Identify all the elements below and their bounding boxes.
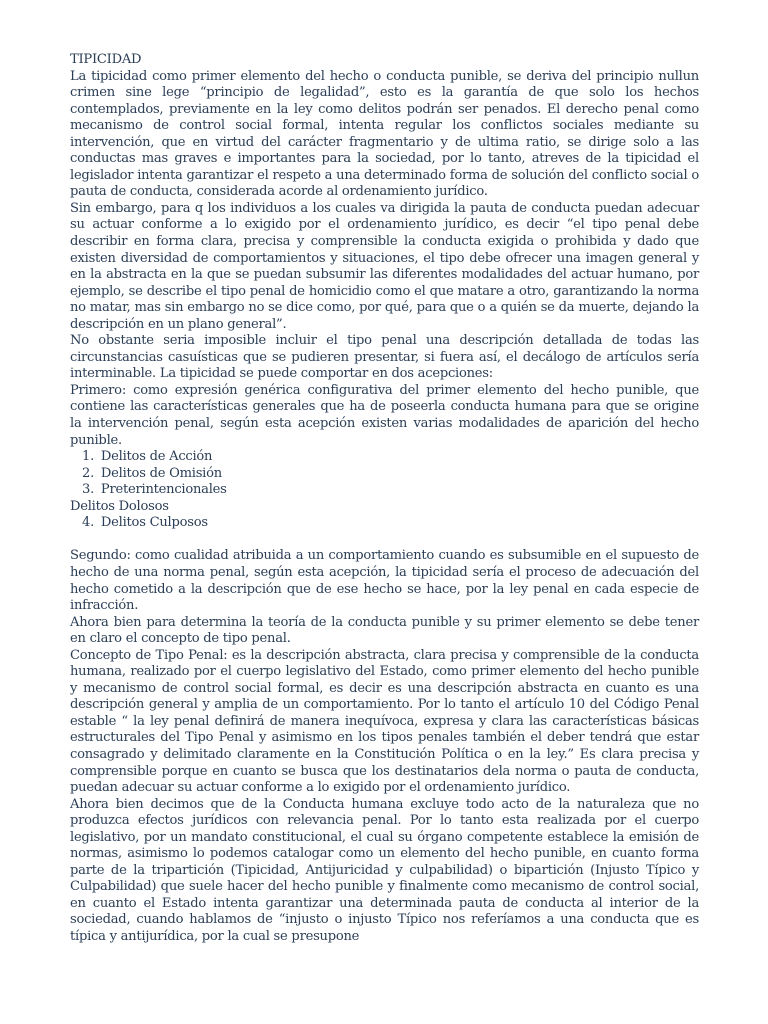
- blank-line: [70, 532, 699, 549]
- paragraph-ahora-bien-teoria: Ahora bien para determina la teoría de la conducta punible y su primer elemento se debe tener en claro el concepto de tipo penal.: [70, 614, 699, 647]
- list-item-number: 4.: [82, 515, 94, 531]
- paragraph-segundo: Segundo: como cualidad atribuida a un comportamiento cuando es subsumible en el supuesto de hecho de una norma penal, según esta acepción, la tipicidad sería el proceso de adecuación del hecho cometido a la descripción que de ese hecho se hace, por la ley penal en cada especie de infracción.: [70, 548, 699, 614]
- delitos-list-continued: [70, 515, 699, 532]
- list-item-text: Delitos de Omisión: [100, 465, 222, 481]
- paragraph-primero: Primero: como expresión genérica configurativa del primer elemento del hecho punible, que contiene las características generales que ha de poseerla conducta humana para que se origine la intervención penal, según esta acepción existen varias modalidades de aparición del hecho punible.: [70, 382, 699, 448]
- list-item: [70, 482, 699, 499]
- list-item-number: 3.: [82, 482, 94, 498]
- paragraph-concepto-tipo-penal: Concepto de Tipo Penal: es la descripción abstracta, clara precisa y comprensible de la conducta humana, realizado por el cuerpo legislativo del Estado, como primer elemento del hecho punible y mecanismo de control social formal, es decir es una descripción abstracta en cuanto es una descripción general y amplia de un comportamiento. Por lo tanto el artículo 10 del Código Penal estable “ la ley penal definirá de manera inequívoca, expresa y clara las características básicas estructurales del Tipo Penal y asimismo en los tipos penales también el deber tendrá que estar consagrado y delimitado claramente en la Constitución Política o en la ley.” Es clara precisa y comprensible porque en cuanto se busca que los destinatarios dela norma o pauta de conducta, puedan adecuar su actuar conforme a lo exigido por el ordenamiento jurídico.: [70, 647, 699, 796]
- list-item: [70, 515, 699, 532]
- delitos-dolosos-line: Delitos Dolosos: [70, 498, 169, 514]
- paragraph-sin-embargo: Sin embargo, para q los individuos a los cuales va dirigida la pauta de conducta puedan adecuar su actuar conforme a lo exigido por el ordenamiento jurídico, es decir “el tipo penal debe describir en forma clara, precisa y comprensible la conducta exigida o prohibida y dado que existen diversidad de comportamientos y situaciones, el tipo debe ofrecer una imagen general y en la abstracta en la que se puedan subsumir las diferentes modalidades del actuar humano, por ejemplo, se describe el tipo penal de homicidio como el que matare a otro, garantizando la norma no matar, mas sin embargo no se dice como, por qué, para que o a quién se da muerte, dejando la descripción en un plano general”.: [70, 200, 699, 332]
- document-title: TIPICIDAD: [70, 52, 142, 67]
- list-item: [70, 466, 699, 483]
- list-item-text: Delitos Culposos: [100, 515, 208, 531]
- document-page: [70, 52, 699, 946]
- list-item-number: 2.: [82, 465, 94, 481]
- list-item: [70, 449, 699, 466]
- paragraph-no-obstante: No obstante seria imposible incluir el tipo penal una descripción detallada de todas las circunstancias casuísticas que se pudieren presentar, si fuera así, el decálogo de artículos sería interminable. La tipicidad se puede comportar en dos acepciones:: [70, 333, 699, 382]
- paragraph-intro: La tipicidad como primer elemento del hecho o conducta punible, se deriva del principio nullun crimen sine lege “principio de legalidad”, esto es la garantía de que solo los hechos contemplados, previamente en la ley como delitos podrán ser penados. El derecho penal como mecanismo de control social formal, intenta regular los conflictos sociales mediante su intervención, que en virtud del carácter fragmentario y de ultima ratio, se dirige solo a las conductas mas graves e importantes para la sociedad, por lo tanto, atreves de la tipicidad el legislador intenta garantizar el respeto a una determinado forma de solución del conflicto social o pauta de conducta, considerada acorde al ordenamiento jurídico.: [70, 68, 699, 200]
- paragraph-conducta-humana: Ahora bien decimos que de la Conducta humana excluye todo acto de la naturaleza que no produzca efectos jurídicos con relevancia penal. Por lo tanto esta realizada por el cuerpo legislativo, por un mandato constitucional, el cual su órgano competente establece la emisión de normas, asimismo lo podemos catalogar como un elemento del hecho punible, en cuanto forma parte de la tripartición (Tipicidad, Antijuricidad y culpabilidad) o bipartición (Injusto Típico y Culpabilidad) que suele hacer del hecho punible y finalmente como mecanismo de control social, en cuanto el Estado intenta garantizar una determinada pauta de conducta al interior de la sociedad, cuando hablamos de “injusto o injusto Típico nos referíamos a una conducta que es típica y antijurídica, por la cual se presupone: [70, 796, 699, 944]
- delitos-list: [70, 449, 699, 499]
- list-item-text: Preterintencionales: [100, 482, 227, 498]
- list-item-text: Delitos de Acción: [100, 449, 213, 465]
- list-item-number: 1.: [82, 449, 94, 465]
